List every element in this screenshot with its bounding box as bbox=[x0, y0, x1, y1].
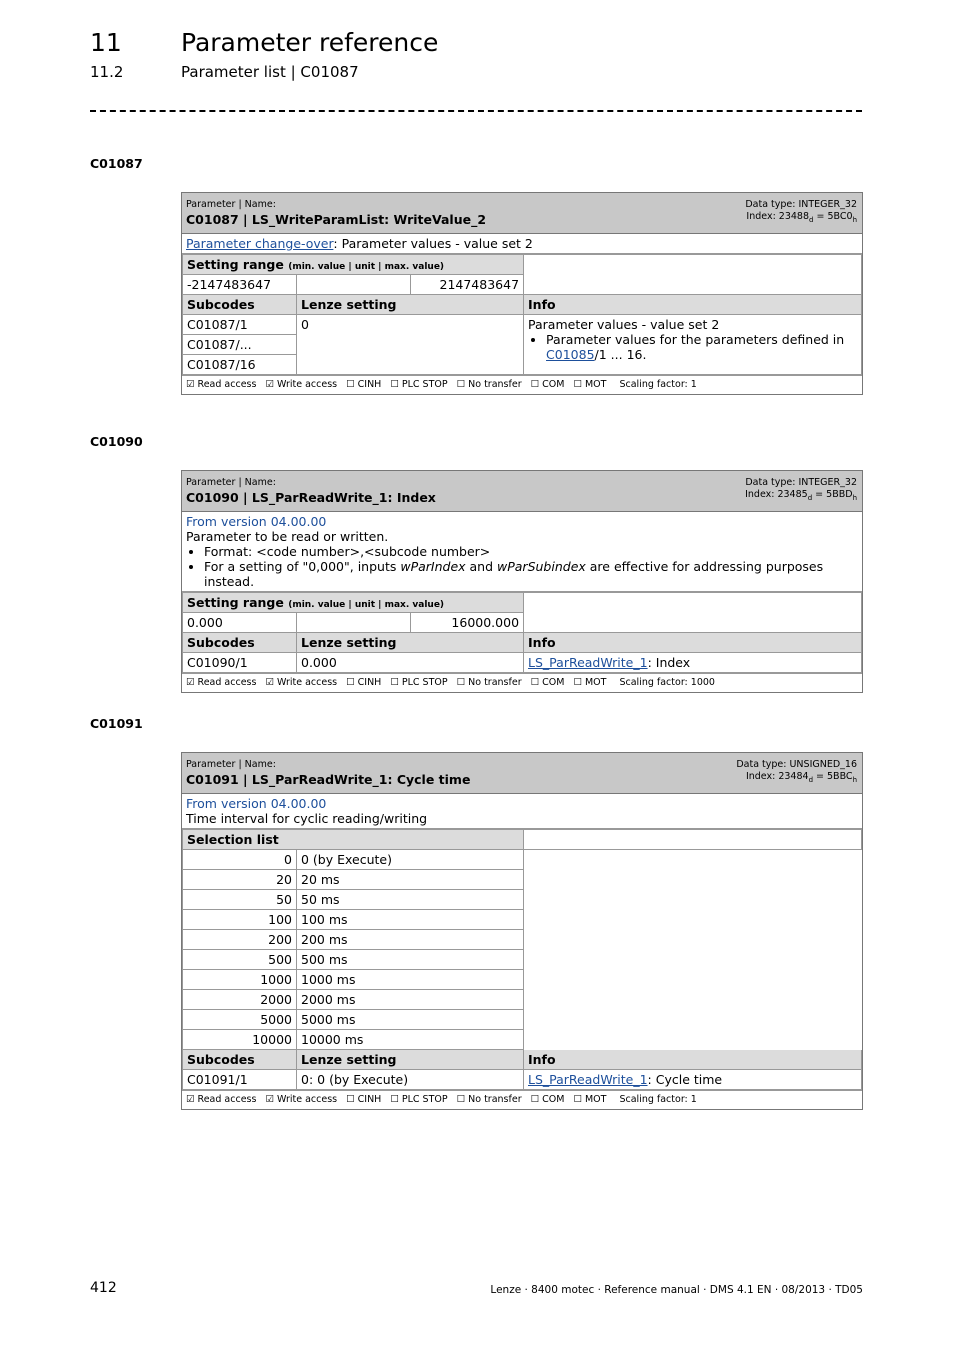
bullet-setting: • For a setting of "0,000", inputs wParIndex and wParSubindex are effective for addressing purposes instead. bbox=[204, 559, 858, 589]
c01087-heading: C01087 bbox=[90, 156, 143, 171]
bullet-format: • Format: <code number>,<subcode number> bbox=[204, 544, 858, 559]
setting-range-header: Setting range (min. value | unit | max. value) bbox=[183, 593, 524, 613]
intro-text: : Parameter values - value set 2 bbox=[333, 236, 533, 251]
data-type: Data type: UNSIGNED_16 bbox=[736, 759, 857, 770]
subcode: C01087/1 bbox=[183, 315, 297, 335]
selection-list-header: Selection list bbox=[183, 830, 524, 850]
param-name: C01091 | LS_ParReadWrite_1: Cycle time bbox=[186, 772, 471, 787]
c01091-heading: C01091 bbox=[90, 716, 143, 731]
param-name: C01087 | LS_WriteParamList: WriteValue_2 bbox=[186, 212, 487, 227]
param-label: Parameter | Name: bbox=[186, 199, 276, 210]
c01087-table bbox=[181, 192, 863, 395]
access-flags: ☑ Read access ☑ Write access ☐ CINH ☐ PLC STOP ☐ No transfer ☐ COM ☐ MOT Scaling factor: 1 bbox=[182, 1090, 862, 1109]
range-max: 2147483647 bbox=[411, 275, 524, 295]
range-min: -2147483647 bbox=[183, 275, 297, 295]
chapter-title: Parameter reference bbox=[181, 28, 439, 57]
access-flags: ☑ Read access ☑ Write access ☐ CINH ☐ PLC STOP ☐ No transfer ☐ COM ☐ MOT Scaling factor: 1 bbox=[182, 375, 862, 394]
c01091-subcode-grid bbox=[182, 1050, 862, 1090]
subcodes-header: Subcodes bbox=[183, 1050, 297, 1070]
selection-row bbox=[183, 1010, 862, 1030]
info-header: Info bbox=[524, 1050, 862, 1070]
c01091-table bbox=[181, 752, 863, 1110]
c01087-header bbox=[182, 193, 862, 234]
lenze-setting-header: Lenze setting bbox=[297, 633, 524, 653]
selection-value: 0 bbox=[183, 850, 297, 870]
header-divider bbox=[90, 110, 862, 112]
selection-row bbox=[183, 910, 862, 930]
description: Time interval for cyclic reading/writing bbox=[186, 811, 428, 826]
c01090-intro bbox=[182, 512, 862, 592]
selection-value: 200 bbox=[183, 930, 297, 950]
info-cell: LS_ParReadWrite_1: Index bbox=[524, 653, 862, 673]
description: Parameter to be read or written. bbox=[186, 529, 389, 544]
selection-row bbox=[183, 950, 862, 970]
selection-value: 10000 bbox=[183, 1030, 297, 1050]
data-type: Data type: INTEGER_32 bbox=[745, 477, 857, 488]
info-cell: Parameter values - value set 2 • Parameter values for the parameters defined in C01085/1 ... 16. bbox=[524, 315, 862, 375]
param-label: Parameter | Name: bbox=[186, 477, 276, 488]
c01090-header bbox=[182, 471, 862, 512]
c01091-header bbox=[182, 753, 862, 794]
range-unit bbox=[297, 275, 411, 295]
page-number: 412 bbox=[90, 1280, 117, 1296]
version-note: From version 04.00.00 bbox=[186, 514, 327, 529]
chapter-number: 11 bbox=[90, 28, 122, 57]
selection-value: 1000 bbox=[183, 970, 297, 990]
c01091-intro bbox=[182, 794, 862, 829]
data-type-info bbox=[745, 477, 857, 504]
empty-cell bbox=[524, 830, 862, 850]
selection-text: 5000 ms bbox=[297, 1010, 524, 1030]
c01087-grid bbox=[182, 254, 862, 375]
empty-cell bbox=[524, 255, 862, 295]
section-title: Parameter list | C01087 bbox=[181, 63, 359, 81]
scaling-factor: Scaling factor: 1 bbox=[619, 379, 697, 390]
parameter-changeover-link[interactable]: Parameter change-over bbox=[186, 236, 334, 251]
lenze-setting-header: Lenze setting bbox=[297, 1050, 524, 1070]
index-info: Index: $23488_d = 5BC0_h$ bbox=[746, 211, 857, 224]
empty-cell bbox=[524, 593, 862, 633]
c01085-link[interactable]: C01085 bbox=[546, 347, 595, 362]
selection-row bbox=[183, 1030, 862, 1050]
scaling-factor: Scaling factor: 1 bbox=[619, 1094, 697, 1105]
c01087-intro bbox=[182, 234, 862, 254]
selection-value: 500 bbox=[183, 950, 297, 970]
selection-row bbox=[183, 850, 862, 870]
selection-row bbox=[183, 990, 862, 1010]
subcode: C01087/16 bbox=[183, 355, 297, 375]
info-header: Info bbox=[524, 295, 862, 315]
data-type-info bbox=[745, 199, 857, 226]
c01091-grid bbox=[182, 829, 862, 1050]
info-cell: LS_ParReadWrite_1: Cycle time bbox=[524, 1070, 862, 1090]
data-type-info bbox=[736, 759, 857, 786]
ls-parreadwrite-link[interactable]: LS_ParReadWrite_1 bbox=[528, 655, 648, 670]
lenze-setting-header: Lenze setting bbox=[297, 295, 524, 315]
c01090-grid bbox=[182, 592, 862, 673]
scaling-factor: Scaling factor: 1000 bbox=[619, 677, 715, 688]
selection-text: 200 ms bbox=[297, 930, 524, 950]
range-min: 0.000 bbox=[183, 613, 297, 633]
selection-row bbox=[183, 930, 862, 950]
selection-value: 100 bbox=[183, 910, 297, 930]
selection-value: 2000 bbox=[183, 990, 297, 1010]
subcode: C01091/1 bbox=[183, 1070, 297, 1090]
param-name: C01090 | LS_ParReadWrite_1: Index bbox=[186, 490, 436, 505]
range-unit bbox=[297, 613, 411, 633]
subcode: C01090/1 bbox=[183, 653, 297, 673]
access-flags: ☑ Read access ☑ Write access ☐ CINH ☐ PLC STOP ☐ No transfer ☐ COM ☐ MOT Scaling factor: 1000 bbox=[182, 673, 862, 692]
info-header: Info bbox=[524, 633, 862, 653]
lenze-setting: 0: 0 (by Execute) bbox=[297, 1070, 524, 1090]
selection-row bbox=[183, 890, 862, 910]
selection-row bbox=[183, 970, 862, 990]
index-info: Index: $23485_d = 5BBD_h$ bbox=[745, 489, 857, 502]
index-info: Index: $23484_d = 5BBC_h$ bbox=[745, 771, 857, 784]
selection-text: 1000 ms bbox=[297, 970, 524, 990]
selection-value: 50 bbox=[183, 890, 297, 910]
subcodes-header: Subcodes bbox=[183, 295, 297, 315]
param-label: Parameter | Name: bbox=[186, 759, 276, 770]
selection-value: 5000 bbox=[183, 1010, 297, 1030]
selection-text: 100 ms bbox=[297, 910, 524, 930]
range-max: 16000.000 bbox=[411, 613, 524, 633]
footer-doc-info: Lenze · 8400 motec · Reference manual · DMS 4.1 EN · 08/2013 · TD05 bbox=[490, 1284, 863, 1296]
data-type: Data type: INTEGER_32 bbox=[745, 199, 857, 210]
selection-text: 50 ms bbox=[297, 890, 524, 910]
section-number: 11.2 bbox=[90, 63, 124, 81]
lenze-setting: 0 bbox=[297, 315, 524, 375]
selection-text: 20 ms bbox=[297, 870, 524, 890]
subcodes-header: Subcodes bbox=[183, 633, 297, 653]
selection-value: 20 bbox=[183, 870, 297, 890]
setting-range-header: Setting range (min. value | unit | max. value) bbox=[183, 255, 524, 275]
ls-parreadwrite-link[interactable]: LS_ParReadWrite_1 bbox=[528, 1072, 648, 1087]
lenze-setting: 0.000 bbox=[297, 653, 524, 673]
c01090-heading: C01090 bbox=[90, 434, 143, 449]
selection-text: 2000 ms bbox=[297, 990, 524, 1010]
selection-text: 500 ms bbox=[297, 950, 524, 970]
version-note: From version 04.00.00 bbox=[186, 796, 327, 811]
selection-text: 0 (by Execute) bbox=[297, 850, 524, 870]
selection-text: 10000 ms bbox=[297, 1030, 524, 1050]
selection-row bbox=[183, 870, 862, 890]
subcode: C01087/... bbox=[183, 335, 297, 355]
c01090-table bbox=[181, 470, 863, 693]
